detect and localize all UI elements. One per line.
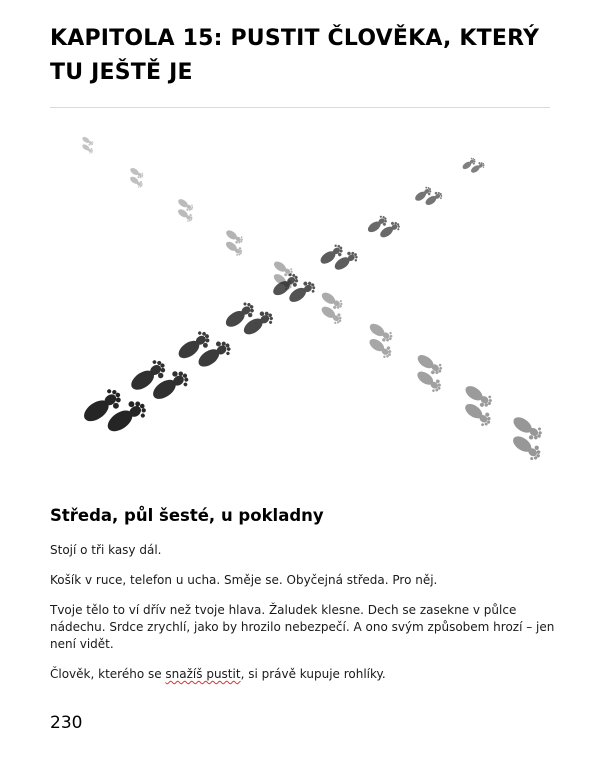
chapter-title: [50, 22, 570, 90]
paragraph-4-end: , si právě kupuje rohlíky.: [240, 667, 386, 681]
section-heading: Středa, půl šesté, u pokladny: [50, 506, 324, 525]
footprint-track-dark: [79, 156, 486, 437]
chapter-title-line-2: TU JEŠTĚ JE: [50, 60, 193, 85]
paragraph-3-line-3: není vidět.: [50, 637, 114, 651]
paragraph-4-start: Člověk, kterého se: [50, 667, 166, 681]
spellcheck-flagged-phrase[interactable]: snažíš pustit: [165, 667, 241, 681]
page-number: 230: [50, 713, 83, 733]
paragraph-3-line-2: nádechu. Srdce zrychlí, jako by hrozilo nebezpečí. A ono svým způsobem hrozí – jen: [50, 620, 555, 634]
paragraph-3: [50, 602, 555, 653]
paragraph-1: Stojí o tři kasy dál.: [50, 543, 162, 557]
chapter-title-line-1: KAPITOLA 15: PUSTIT ČLOVĚKA, KTERÝ: [50, 26, 540, 51]
paragraph-2: Košík v ruce, telefon u ucha. Směje se. Obyčejná středa. Pro něj.: [50, 573, 438, 587]
paragraph-4: [50, 666, 550, 683]
paragraph-3-line-1: Tvoje tělo to ví dřív než tvoje hlava. Žaludek klesne. Dech se zasekne v půlce: [50, 603, 517, 617]
crossing-footprints-illustration: [50, 128, 550, 473]
footprint-track-light: [81, 135, 545, 463]
title-divider: [50, 107, 550, 108]
